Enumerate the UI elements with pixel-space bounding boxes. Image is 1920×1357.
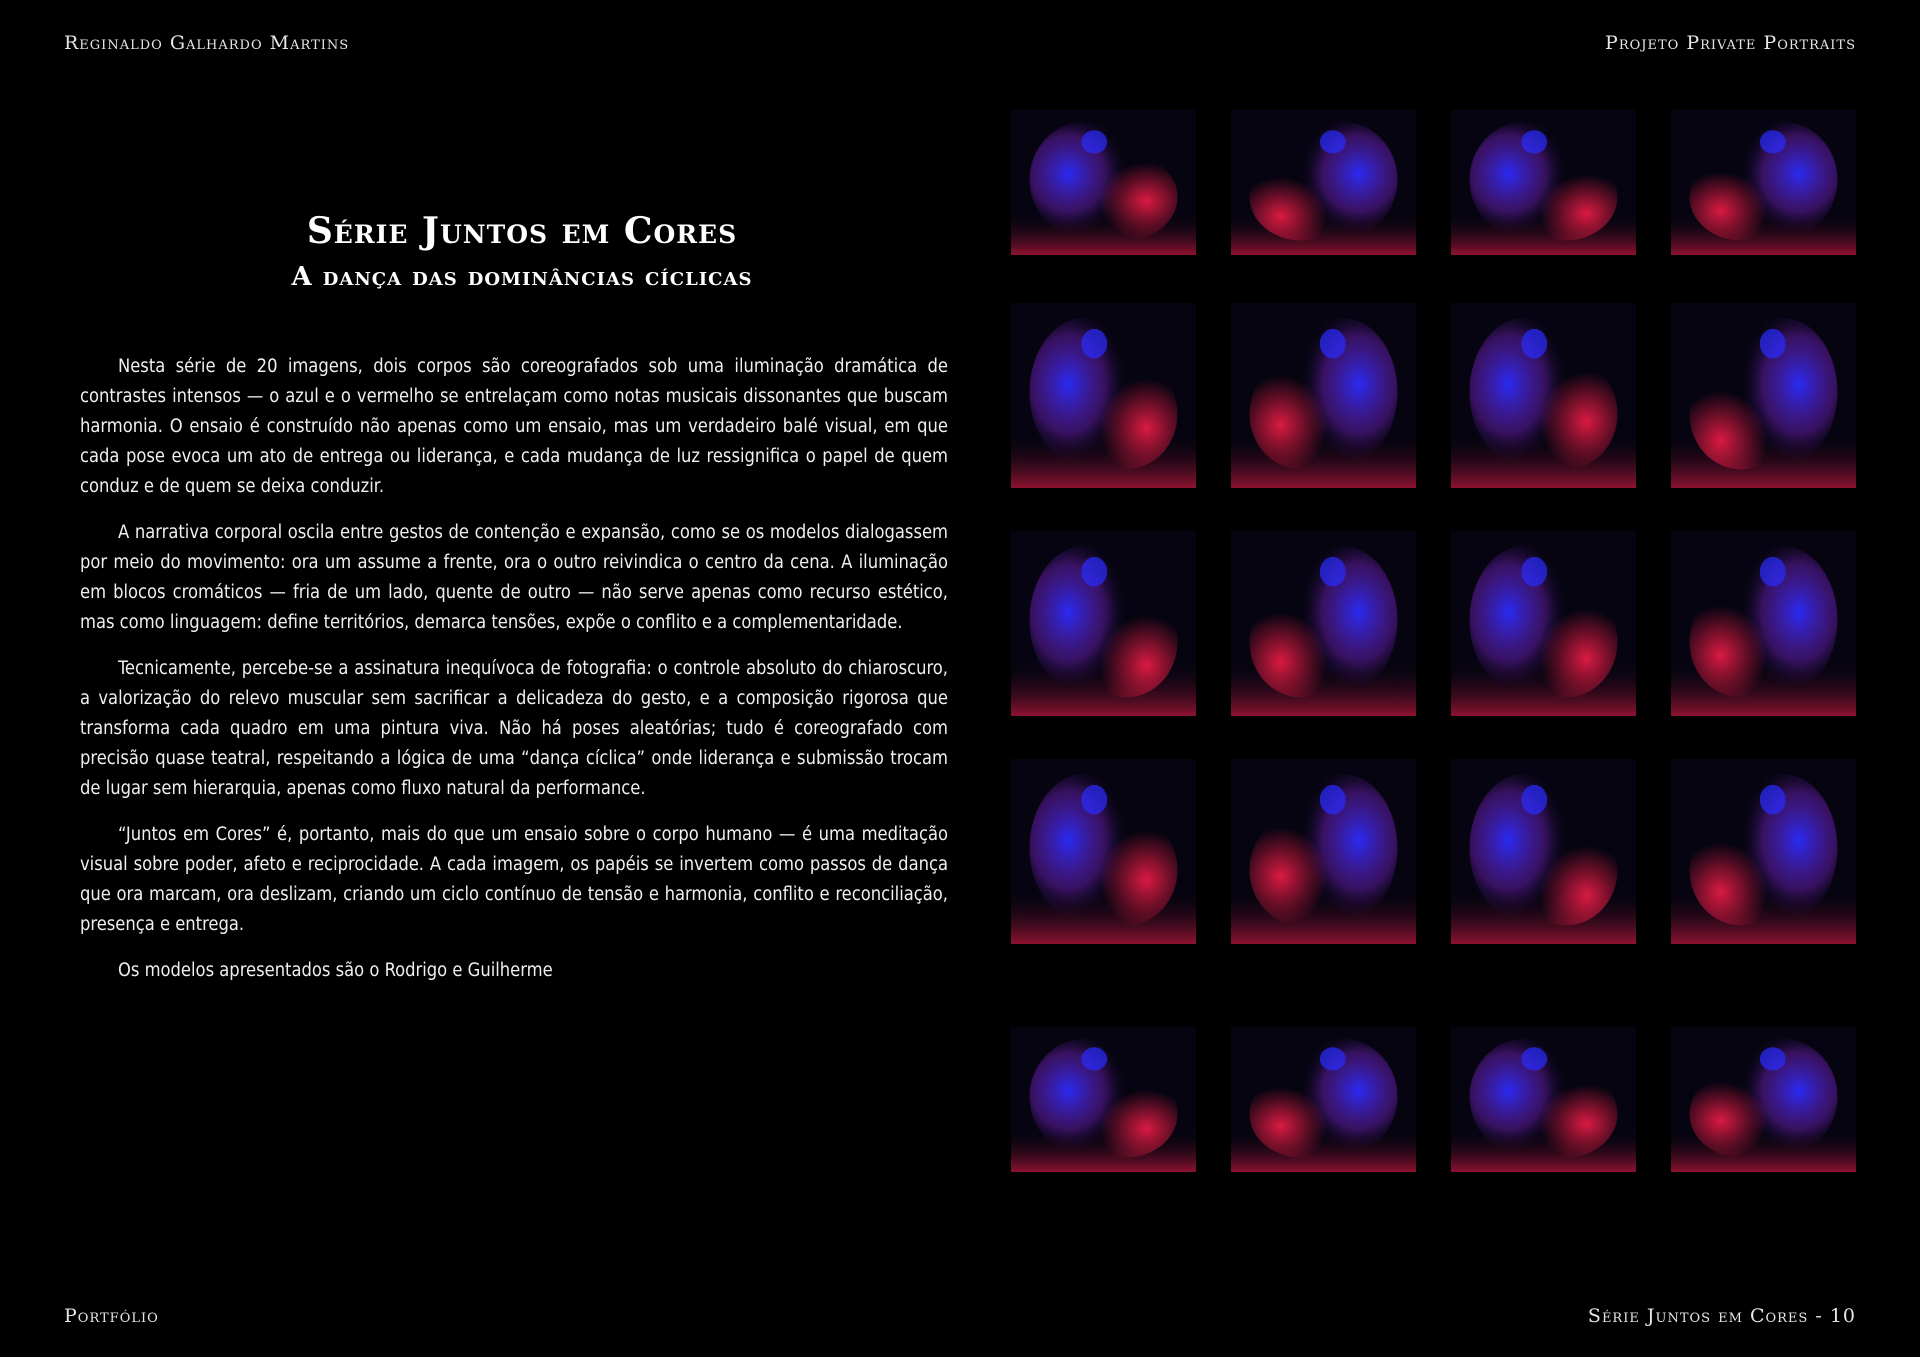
photo-image <box>1231 303 1416 488</box>
photo-image <box>1011 303 1196 488</box>
article-subtitle: A dança das dominâncias cíclicas <box>291 262 753 292</box>
gallery-photo <box>1231 1027 1416 1172</box>
photo-image <box>1671 1027 1856 1172</box>
photo-image <box>1671 531 1856 716</box>
photo-image <box>1231 531 1416 716</box>
gallery-photo <box>1231 531 1416 716</box>
photo-image <box>1011 1027 1196 1172</box>
photo-image <box>1231 759 1416 944</box>
photo-image <box>1451 303 1636 488</box>
gallery-photo <box>1451 1027 1636 1172</box>
gallery-photo <box>1451 110 1636 255</box>
gallery-photo <box>1231 759 1416 944</box>
article-paragraph: A narrativa corporal oscila entre gestos de contenção e expansão, como se os modelos dialogassem por meio do movimento: ora um assume a frente, ora o outro reivindica o centro da cena. A iluminação em blocos cromáticos — fria de um lado, quente de outro — não serve apenas como recurso estético, mas como linguagem: define territórios, demarca tensões, expõe o conflito e a complementaridade. <box>80 522 948 633</box>
gallery-photo <box>1451 531 1636 716</box>
article-heading <box>96 210 948 292</box>
running-header-author: Reginaldo Galhardo Martins <box>64 32 350 54</box>
gallery-photo <box>1011 531 1196 716</box>
gallery-photo <box>1011 1027 1196 1172</box>
gallery-photo <box>1451 303 1636 488</box>
gallery-photo <box>1671 110 1856 255</box>
photo-image <box>1671 110 1856 255</box>
gallery-photo <box>1671 531 1856 716</box>
photo-image <box>1451 1027 1636 1172</box>
gallery-photo <box>1011 303 1196 488</box>
photo-image <box>1451 110 1636 255</box>
gallery-photo <box>1011 759 1196 944</box>
photo-image <box>1671 759 1856 944</box>
article-paragraph: Nesta série de 20 imagens, dois corpos são coreografados sob uma iluminação dramática de contrastes intensos — o azul e o vermelho se entrelaçam como notas musicais dissonantes que buscam harmonia. O ensaio é construído não apenas como um ensaio, mas um verdadeiro balé visual, em que cada pose evoca um ato de entrega ou liderança, e cada mudança de luz ressignifica o papel de quem conduz e de quem se deixa conduzir. <box>80 356 948 497</box>
article-paragraph: Os modelos apresentados são o Rodrigo e Guilherme <box>118 960 553 981</box>
gallery-photo <box>1231 110 1416 255</box>
photo-image <box>1231 1027 1416 1172</box>
article-body <box>80 352 948 1002</box>
photo-image <box>1451 531 1636 716</box>
running-header-project: Projeto Private Portraits <box>1605 32 1856 54</box>
photo-image <box>1451 759 1636 944</box>
gallery-photo <box>1451 759 1636 944</box>
photo-image <box>1011 759 1196 944</box>
article-paragraph: “Juntos em Cores” é, portanto, mais do que um ensaio sobre o corpo humano — é uma meditação visual sobre poder, afeto e reciprocidade. A cada imagem, os papéis se invertem como passos de dança que ora marcam, ora deslizam, criando um ciclo contínuo de tensão e harmonia, conflito e reconciliação, presença e entrega. <box>80 824 948 935</box>
article-title: Série Juntos em Cores <box>306 210 738 252</box>
photo-grid <box>1011 110 1856 1280</box>
running-footer-page: Série Juntos em Cores - 10 <box>1587 1305 1856 1327</box>
photo-image <box>1231 110 1416 255</box>
gallery-photo <box>1671 1027 1856 1172</box>
gallery-photo <box>1011 110 1196 255</box>
gallery-photo <box>1231 303 1416 488</box>
photo-image <box>1011 531 1196 716</box>
photo-image <box>1011 110 1196 255</box>
running-footer-section: Portfólio <box>64 1305 159 1327</box>
gallery-photo <box>1671 303 1856 488</box>
photo-image <box>1671 303 1856 488</box>
gallery-photo <box>1671 759 1856 944</box>
article-paragraph: Tecnicamente, percebe-se a assinatura inequívoca de fotografia: o controle absoluto do chiaroscuro, a valorização do relevo muscular sem sacrificar a delicadeza do gesto, e a composição rigorosa que transforma cada quadro em uma pintura viva. Não há poses aleatórias; tudo é coreografado com precisão quase teatral, respeitando a lógica de uma “dança cíclica” onde liderança e submissão trocam de lugar sem hierarquia, apenas como fluxo natural da performance. <box>80 658 948 799</box>
